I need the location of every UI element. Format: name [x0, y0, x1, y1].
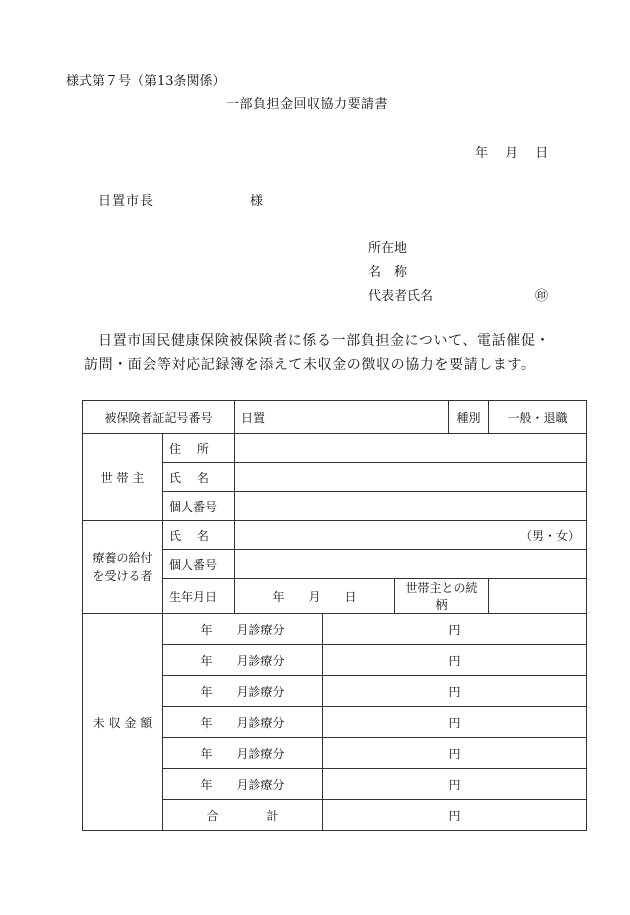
gender-choice[interactable]: （男・女）	[520, 528, 581, 543]
insured-number-field[interactable]: 日置	[235, 401, 449, 434]
representative-label: 代表者氏名	[368, 289, 434, 304]
body-text-line2: 訪問・面会等対応記録簿を添えて未収金の徴収の協力を要請します。	[84, 357, 536, 373]
total-amount[interactable]: 円	[323, 800, 587, 831]
birth-date-label: 生年月日	[163, 579, 235, 614]
unpaid-period-1[interactable]: 年 月診療分	[163, 614, 323, 645]
date-line: 年 月 日	[475, 146, 549, 161]
form-number: 様式第７号（第13条関係）	[66, 74, 226, 89]
addressee-name: 日置市長	[98, 194, 155, 209]
unpaid-period-2[interactable]: 年 月診療分	[163, 645, 323, 676]
head-name-field[interactable]	[235, 463, 587, 492]
request-form-table	[82, 400, 587, 831]
head-address-field[interactable]	[235, 434, 587, 463]
birth-date-field[interactable]: 年 月 日	[235, 579, 395, 614]
recipient-label	[83, 521, 163, 614]
recipient-name-field[interactable]	[235, 521, 587, 550]
unpaid-amount-5[interactable]: 円	[323, 738, 587, 769]
head-personal-number-label: 個人番号	[163, 492, 235, 521]
document-title: 一部負担金回収協力要請書	[226, 97, 389, 112]
location-label: 所在地	[368, 241, 408, 256]
head-personal-number-field[interactable]	[235, 492, 587, 521]
relation-field[interactable]	[489, 579, 587, 614]
unpaid-amount-3[interactable]: 円	[323, 676, 587, 707]
unpaid-amount-2[interactable]: 円	[323, 645, 587, 676]
recipient-personal-number-field[interactable]	[235, 550, 587, 579]
insured-number-label: 被保険者証記号番号	[83, 401, 235, 434]
unpaid-amount-label: 未 収 金 額	[83, 614, 163, 831]
body-text-line1: 日置市国民健康保険被保険者に係る一部負担金について、電話催促・	[98, 333, 551, 349]
relation-label: 世帯主との続柄	[395, 579, 489, 614]
company-name-label: 名 称	[368, 265, 408, 280]
recipient-label-line2: を受ける者	[92, 569, 153, 583]
type-field[interactable]: 一般・退職	[489, 401, 587, 434]
recipient-label-line1: 療養の給付	[92, 551, 153, 565]
unpaid-amount-1[interactable]: 円	[323, 614, 587, 645]
unpaid-amount-4[interactable]: 円	[323, 707, 587, 738]
unpaid-amount-6[interactable]: 円	[323, 769, 587, 800]
unpaid-period-4[interactable]: 年 月診療分	[163, 707, 323, 738]
head-address-label: 住 所	[163, 434, 235, 463]
unpaid-period-6[interactable]: 年 月診療分	[163, 769, 323, 800]
unpaid-period-3[interactable]: 年 月診療分	[163, 676, 323, 707]
household-head-label: 世 帯 主	[83, 434, 163, 521]
addressee-honorific: 様	[250, 194, 264, 209]
recipient-name-label: 氏 名	[163, 521, 235, 550]
type-label: 種別	[449, 401, 489, 434]
head-name-label: 氏 名	[163, 463, 235, 492]
total-label: 合 計	[163, 800, 323, 831]
recipient-personal-number-label: 個人番号	[163, 550, 235, 579]
seal-mark: ㊞	[535, 289, 549, 304]
unpaid-period-5[interactable]: 年 月診療分	[163, 738, 323, 769]
